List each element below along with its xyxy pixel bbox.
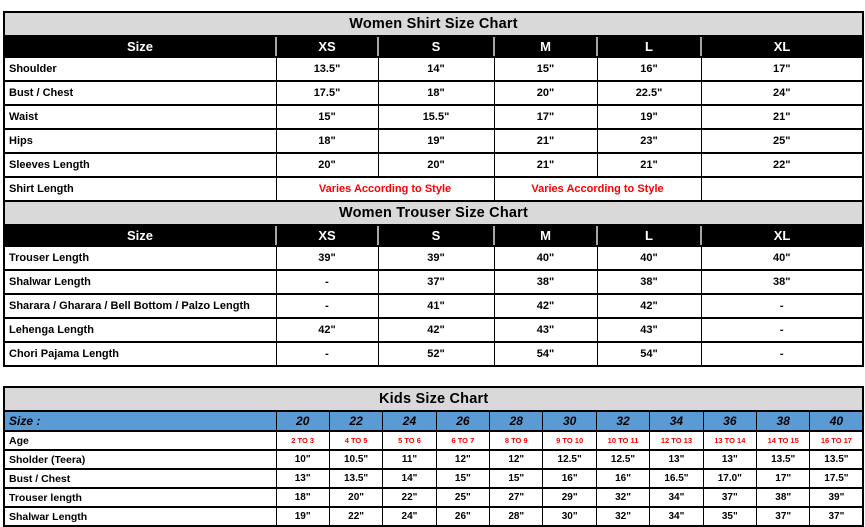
age-row	[4, 431, 863, 450]
size-value: 24"	[701, 81, 863, 105]
age-value: 13 TO 14	[703, 431, 756, 450]
row-label: Sholder (Teera)	[4, 450, 276, 469]
row-label: Sharara / Gharara / Bell Bottom / Palzo Length	[4, 294, 276, 318]
women-shirt-chart-title-row	[4, 12, 863, 36]
table-row	[4, 81, 863, 105]
size-value: 25"	[701, 129, 863, 153]
column-header-xl: XL	[701, 225, 863, 246]
size-value: 30"	[543, 507, 596, 526]
row-label: Chori Pajama Length	[4, 342, 276, 366]
size-value: 13"	[703, 450, 756, 469]
column-header-size: Size	[4, 225, 276, 246]
size-value: 14"	[383, 469, 436, 488]
size-value: 19"	[378, 129, 494, 153]
column-header-xl: XL	[701, 36, 863, 57]
row-label: Shoulder	[4, 57, 276, 81]
size-value: 41"	[378, 294, 494, 318]
size-value: -	[276, 294, 378, 318]
size-value: 38"	[494, 270, 597, 294]
size-value: 22"	[383, 488, 436, 507]
row-label: Age	[4, 431, 276, 450]
varies-note-right: Varies According to Style	[494, 177, 701, 201]
kids-chart-title-row	[4, 387, 863, 411]
size-value: 29"	[543, 488, 596, 507]
women-shirt-header-row	[4, 36, 863, 57]
size-value: 28"	[490, 507, 543, 526]
kids-size-header: 40	[810, 411, 864, 431]
table-row	[4, 105, 863, 129]
size-value: 40"	[597, 246, 701, 270]
size-value: 42"	[494, 294, 597, 318]
size-value: 22.5"	[597, 81, 701, 105]
size-value: 12"	[490, 450, 543, 469]
size-value: 34"	[650, 488, 703, 507]
size-value: 37"	[810, 507, 864, 526]
size-value: 25"	[436, 488, 489, 507]
size-value: 42"	[276, 318, 378, 342]
size-value: 34"	[650, 507, 703, 526]
size-value: 13.5"	[810, 450, 864, 469]
size-value: -	[276, 342, 378, 366]
table-row	[4, 270, 863, 294]
size-value: 16"	[543, 469, 596, 488]
age-value: 9 TO 10	[543, 431, 596, 450]
size-value: 23"	[597, 129, 701, 153]
size-value: 35"	[703, 507, 756, 526]
size-value: 13.5"	[276, 57, 378, 81]
size-value: 24"	[383, 507, 436, 526]
size-value: 32"	[596, 488, 649, 507]
size-value: 54"	[494, 342, 597, 366]
age-value: 10 TO 11	[596, 431, 649, 450]
size-value: -	[701, 318, 863, 342]
row-label: Lehenga Length	[4, 318, 276, 342]
row-label: Hips	[4, 129, 276, 153]
size-value: 13.5"	[757, 450, 810, 469]
size-value: 12.5"	[596, 450, 649, 469]
row-label: Trouser Length	[4, 246, 276, 270]
size-value: 15"	[436, 469, 489, 488]
table-row	[4, 469, 863, 488]
size-value: 39"	[276, 246, 378, 270]
size-value: 14"	[378, 57, 494, 81]
size-value: 15.5"	[378, 105, 494, 129]
varies-note-left: Varies According to Style	[276, 177, 494, 201]
size-value: 15"	[490, 469, 543, 488]
size-value: 20"	[329, 488, 382, 507]
size-value: 13"	[276, 469, 329, 488]
women-trouser-header-row	[4, 225, 863, 246]
age-value: 2 TO 3	[276, 431, 329, 450]
age-value: 4 TO 5	[329, 431, 382, 450]
section-gap	[3, 367, 862, 386]
age-value: 6 TO 7	[436, 431, 489, 450]
row-label: Shalwar Length	[4, 507, 276, 526]
size-value: 17.0"	[703, 469, 756, 488]
size-value: 54"	[597, 342, 701, 366]
age-value: 12 TO 13	[650, 431, 703, 450]
kids-size-header: 30	[543, 411, 596, 431]
size-value: 15"	[276, 105, 378, 129]
shirt-length-row	[4, 177, 863, 201]
table-row	[4, 318, 863, 342]
size-value: 12"	[436, 450, 489, 469]
column-header-m: M	[494, 36, 597, 57]
size-value: 20"	[494, 81, 597, 105]
column-header-xs: XS	[276, 225, 378, 246]
size-value: -	[276, 270, 378, 294]
size-value: 40"	[701, 246, 863, 270]
size-value: 10"	[276, 450, 329, 469]
kids-size-header: 26	[436, 411, 489, 431]
size-value: 21"	[494, 153, 597, 177]
women-trouser-chart-title-row	[4, 201, 863, 225]
column-header-m: M	[494, 225, 597, 246]
size-value: 37"	[757, 507, 810, 526]
kids-size-header: 38	[757, 411, 810, 431]
size-value: 17"	[701, 57, 863, 81]
size-value: 20"	[378, 153, 494, 177]
size-value: 13.5"	[329, 469, 382, 488]
table-row	[4, 342, 863, 366]
size-value: 16"	[596, 469, 649, 488]
size-value: 16"	[597, 57, 701, 81]
size-value: 15"	[494, 57, 597, 81]
size-value: 43"	[494, 318, 597, 342]
column-header-s: S	[378, 36, 494, 57]
kids-size-header: 24	[383, 411, 436, 431]
table-row	[4, 450, 863, 469]
size-value: 38"	[701, 270, 863, 294]
size-value: 27"	[490, 488, 543, 507]
women-trouser-chart-title: Women Trouser Size Chart	[4, 201, 863, 225]
size-value: 17"	[494, 105, 597, 129]
column-header-s: S	[378, 225, 494, 246]
size-value: 17.5"	[810, 469, 864, 488]
size-value: -	[701, 294, 863, 318]
size-value: 17"	[757, 469, 810, 488]
size-value: 18"	[276, 488, 329, 507]
size-value: 17.5"	[276, 81, 378, 105]
size-value: 43"	[597, 318, 701, 342]
size-value: 37"	[703, 488, 756, 507]
women-size-table	[3, 11, 864, 367]
size-value: 42"	[597, 294, 701, 318]
size-value: 22"	[701, 153, 863, 177]
size-value: 19"	[597, 105, 701, 129]
row-label: Sleeves Length	[4, 153, 276, 177]
row-label: Shirt Length	[4, 177, 276, 201]
kids-size-label: Size :	[4, 411, 276, 431]
size-value: 20"	[276, 153, 378, 177]
column-header-xs: XS	[276, 36, 378, 57]
row-label: Bust / Chest	[4, 469, 276, 488]
age-value: 16 TO 17	[810, 431, 864, 450]
kids-size-header: 36	[703, 411, 756, 431]
size-value: 32"	[596, 507, 649, 526]
column-header-size: Size	[4, 36, 276, 57]
size-value: 40"	[494, 246, 597, 270]
women-shirt-chart-title: Women Shirt Size Chart	[4, 12, 863, 36]
size-value: 21"	[701, 105, 863, 129]
row-label: Waist	[4, 105, 276, 129]
empty-cell	[701, 177, 863, 201]
size-value: 16.5"	[650, 469, 703, 488]
size-value: 21"	[494, 129, 597, 153]
size-value: 39"	[810, 488, 864, 507]
size-value: 39"	[378, 246, 494, 270]
table-row	[4, 507, 863, 526]
table-row	[4, 246, 863, 270]
table-row	[4, 129, 863, 153]
column-header-l: L	[597, 36, 701, 57]
kids-size-header: 28	[490, 411, 543, 431]
age-value: 8 TO 9	[490, 431, 543, 450]
column-header-l: L	[597, 225, 701, 246]
kids-header-row	[4, 411, 863, 431]
row-label: Trouser length	[4, 488, 276, 507]
table-row	[4, 294, 863, 318]
age-value: 14 TO 15	[757, 431, 810, 450]
table-row	[4, 153, 863, 177]
age-value: 5 TO 6	[383, 431, 436, 450]
row-label: Bust / Chest	[4, 81, 276, 105]
size-value: 26"	[436, 507, 489, 526]
table-row	[4, 57, 863, 81]
size-value: 38"	[757, 488, 810, 507]
size-value: 38"	[597, 270, 701, 294]
size-value: 18"	[276, 129, 378, 153]
size-value: 42"	[378, 318, 494, 342]
size-value: 21"	[597, 153, 701, 177]
kids-size-header: 22	[329, 411, 382, 431]
size-value: 52"	[378, 342, 494, 366]
size-value: 37"	[378, 270, 494, 294]
kids-size-table	[3, 386, 864, 527]
row-label: Shalwar Length	[4, 270, 276, 294]
size-value: -	[701, 342, 863, 366]
size-value: 12.5"	[543, 450, 596, 469]
kids-size-header: 20	[276, 411, 329, 431]
size-value: 18"	[378, 81, 494, 105]
kids-size-header: 34	[650, 411, 703, 431]
size-value: 11"	[383, 450, 436, 469]
size-value: 22"	[329, 507, 382, 526]
table-row	[4, 488, 863, 507]
kids-chart-title: Kids Size Chart	[4, 387, 863, 411]
kids-size-header: 32	[596, 411, 649, 431]
size-value: 13"	[650, 450, 703, 469]
size-value: 10.5"	[329, 450, 382, 469]
size-value: 19"	[276, 507, 329, 526]
